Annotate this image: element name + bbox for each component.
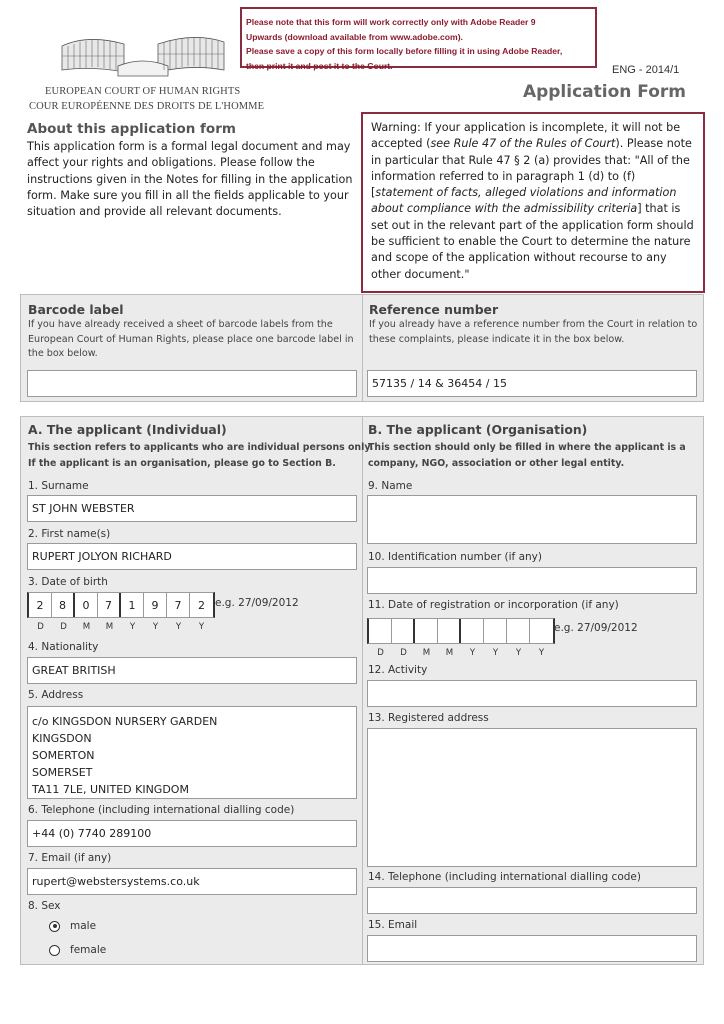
dob-month-1[interactable]: 0 (75, 593, 98, 617)
activity-field[interactable] (367, 680, 697, 707)
first-name-field[interactable]: RUPERT JOLYON RICHARD (27, 543, 357, 570)
warning-quote-2: ] that is set out in the relevant part of the application form should be sufficient to enable the Court to determine the nature and scope of the application without recourse to any other document." (371, 202, 694, 281)
reg-day-1[interactable] (369, 619, 392, 643)
date-letter: Y (469, 648, 476, 658)
org-name-label: 9. Name (368, 480, 413, 492)
barcode-desc: If you have already received a sheet of barcode labels from the European Court of Human Rights, please place one barcode label in the box below. (28, 319, 354, 360)
male-radio[interactable] (49, 921, 60, 932)
address-line: SOMERSET (32, 766, 93, 779)
date-letter: Y (152, 622, 159, 632)
registered-address-label: 13. Registered address (368, 712, 489, 724)
date-letter: M (82, 622, 91, 632)
date-letter: Y (175, 622, 182, 632)
sex-option-male[interactable] (49, 920, 96, 932)
barcode-field[interactable] (27, 370, 357, 397)
nationality-label: 4. Nationality (28, 641, 99, 653)
date-letter: Y (538, 648, 545, 658)
surname-field[interactable]: ST JOHN WEBSTER (27, 495, 357, 522)
female-label: female (70, 944, 107, 956)
notice-line-2: Upwards (download available from www.adobe.com). (246, 31, 463, 42)
applicant-panel (20, 416, 704, 965)
notice-line-4: then print it and post it to the Court. (246, 60, 393, 71)
notice-line-1: Please note that this form will work correctly only with Adobe Reader 9 (246, 17, 536, 27)
date-letter: Y (198, 622, 205, 632)
registration-date-field[interactable] (367, 618, 555, 644)
section-a-desc-1: This section refers to applicants who are individual persons only. (28, 442, 374, 453)
date-letter: D (400, 648, 407, 658)
registered-address-field[interactable] (367, 728, 697, 867)
telephone-field[interactable]: +44 (0) 7740 289100 (27, 820, 357, 847)
address-label: 5. Address (28, 689, 84, 701)
about-text: This application form is a formal legal document and may affect your rights and obligations. Please follow the instructions given in the Notes for filling in the application form. Make sure you fill in all the fields applicable to your situation and provide all relevant documents. (27, 140, 353, 219)
warning-text-1: Warning: If your application is incomplete, it will not be accepted ( (371, 121, 681, 151)
date-of-birth-field[interactable] (27, 592, 215, 618)
address-field[interactable] (27, 706, 357, 799)
org-email-label: 15. Email (368, 919, 418, 931)
address-line: TA11 7LE, UNITED KINGDOM (32, 783, 189, 796)
notice-line-3: Please save a copy of this form locally before filling it in using Adobe Reader, (246, 46, 563, 56)
section-b-desc-2: company, NGO, association or other legal entity. (368, 458, 625, 469)
reference-title: Reference number (369, 302, 499, 317)
date-letter: M (105, 622, 114, 632)
telephone-label: 6. Telephone (including international dialling code) (28, 804, 295, 816)
dob-year-4[interactable]: 2 (198, 598, 205, 612)
dob-day-1[interactable]: 2 (29, 593, 52, 617)
identification-number-label: 10. Identification number (if any) (368, 551, 542, 563)
address-line: c/o KINGSDON NURSERY GARDEN (32, 715, 218, 728)
reg-month-1[interactable] (415, 619, 438, 643)
org-telephone-label: 14. Telephone (including international dialling code) (368, 871, 641, 883)
date-letter: Y (129, 622, 136, 632)
section-a-title: A. The applicant (Individual) (28, 422, 227, 437)
form-code: ENG - 2014/1 (612, 64, 680, 76)
court-name-french: COUR EUROPÉENNE DES DROITS DE L'HOMME (29, 101, 265, 112)
barcode-reference-panel (20, 294, 704, 402)
warning-quote-italic: statement of facts, alleged violations and information about compliance with the admissibility criteria (371, 186, 677, 216)
date-of-birth-label: 3. Date of birth (28, 576, 108, 588)
reg-month-2[interactable] (438, 619, 461, 643)
sex-option-female[interactable] (49, 944, 106, 956)
reg-year-2[interactable] (484, 619, 507, 643)
court-building-logo (58, 26, 228, 78)
date-letter: D (377, 648, 384, 658)
warning-rule-ref: see Rule 47 of the Rules of Court (430, 137, 616, 151)
section-a-desc-2: If the applicant is an organisation, please go to Section B. (28, 458, 336, 469)
identification-number-field[interactable] (367, 567, 697, 594)
barcode-title: Barcode label (28, 302, 124, 317)
registration-date-format-letters (369, 648, 553, 658)
registration-date-label: 11. Date of registration or incorporation (if any) (368, 599, 619, 611)
address-line: KINGSDON (32, 732, 92, 745)
male-label: male (70, 920, 97, 932)
activity-label: 12. Activity (368, 664, 428, 676)
form-title: Application Form (522, 82, 686, 102)
section-b-desc-1: This section should only be filled in where the applicant is a (368, 442, 686, 453)
dob-day-2[interactable]: 8 (52, 593, 75, 617)
warning-box (361, 112, 705, 293)
date-letter: Y (515, 648, 522, 658)
female-radio[interactable] (49, 945, 60, 956)
reference-number-field[interactable]: 57135 / 14 & 36454 / 15 (367, 370, 697, 397)
reg-day-2[interactable] (392, 619, 415, 643)
warning-quote-1: "All of the information referred to in paragraph 1 (d) to (f) [ (371, 153, 690, 200)
nationality-field[interactable]: GREAT BRITISH (27, 657, 357, 684)
warning-text-2: ). Please note in particular that Rule 47 § 2 (a) provides that: (371, 137, 692, 167)
date-letter: D (37, 622, 44, 632)
email-label: 7. Email (if any) (28, 852, 112, 864)
dob-year-3[interactable]: 7 (167, 593, 190, 617)
org-name-field[interactable] (367, 495, 697, 544)
org-email-field[interactable] (367, 935, 697, 962)
applicant-panel-divider (362, 417, 363, 964)
date-letter: Y (492, 648, 499, 658)
panel-divider (362, 295, 363, 401)
org-telephone-field[interactable] (367, 887, 697, 914)
address-line: SOMERTON (32, 749, 95, 762)
section-b-title: B. The applicant (Organisation) (368, 422, 588, 437)
reg-year-1[interactable] (461, 619, 484, 643)
dob-example: e.g. 27/09/2012 (215, 597, 299, 609)
registration-date-example: e.g. 27/09/2012 (554, 622, 638, 634)
email-field[interactable]: rupert@webstersystems.co.uk (27, 868, 357, 895)
surname-label: 1. Surname (28, 480, 89, 492)
adobe-reader-notice (240, 7, 597, 71)
court-name-english: EUROPEAN COURT OF HUMAN RIGHTS (45, 86, 241, 97)
first-name-label: 2. First name(s) (28, 528, 111, 540)
about-title: About this application form (27, 121, 236, 137)
dob-month-2[interactable]: 7 (98, 593, 121, 617)
reg-year-3[interactable] (507, 619, 530, 643)
dob-year-2[interactable]: 9 (144, 593, 167, 617)
date-letter: D (60, 622, 67, 632)
date-letter: M (422, 648, 431, 658)
sex-label: 8. Sex (28, 900, 61, 912)
reference-desc: If you already have a reference number from the Court in relation to these complaints, please indicate it in the box below. (369, 319, 698, 345)
date-letter: M (445, 648, 454, 658)
dob-year-1[interactable]: 1 (121, 593, 144, 617)
reg-year-4[interactable] (530, 619, 553, 643)
dob-format-letters (29, 622, 213, 632)
